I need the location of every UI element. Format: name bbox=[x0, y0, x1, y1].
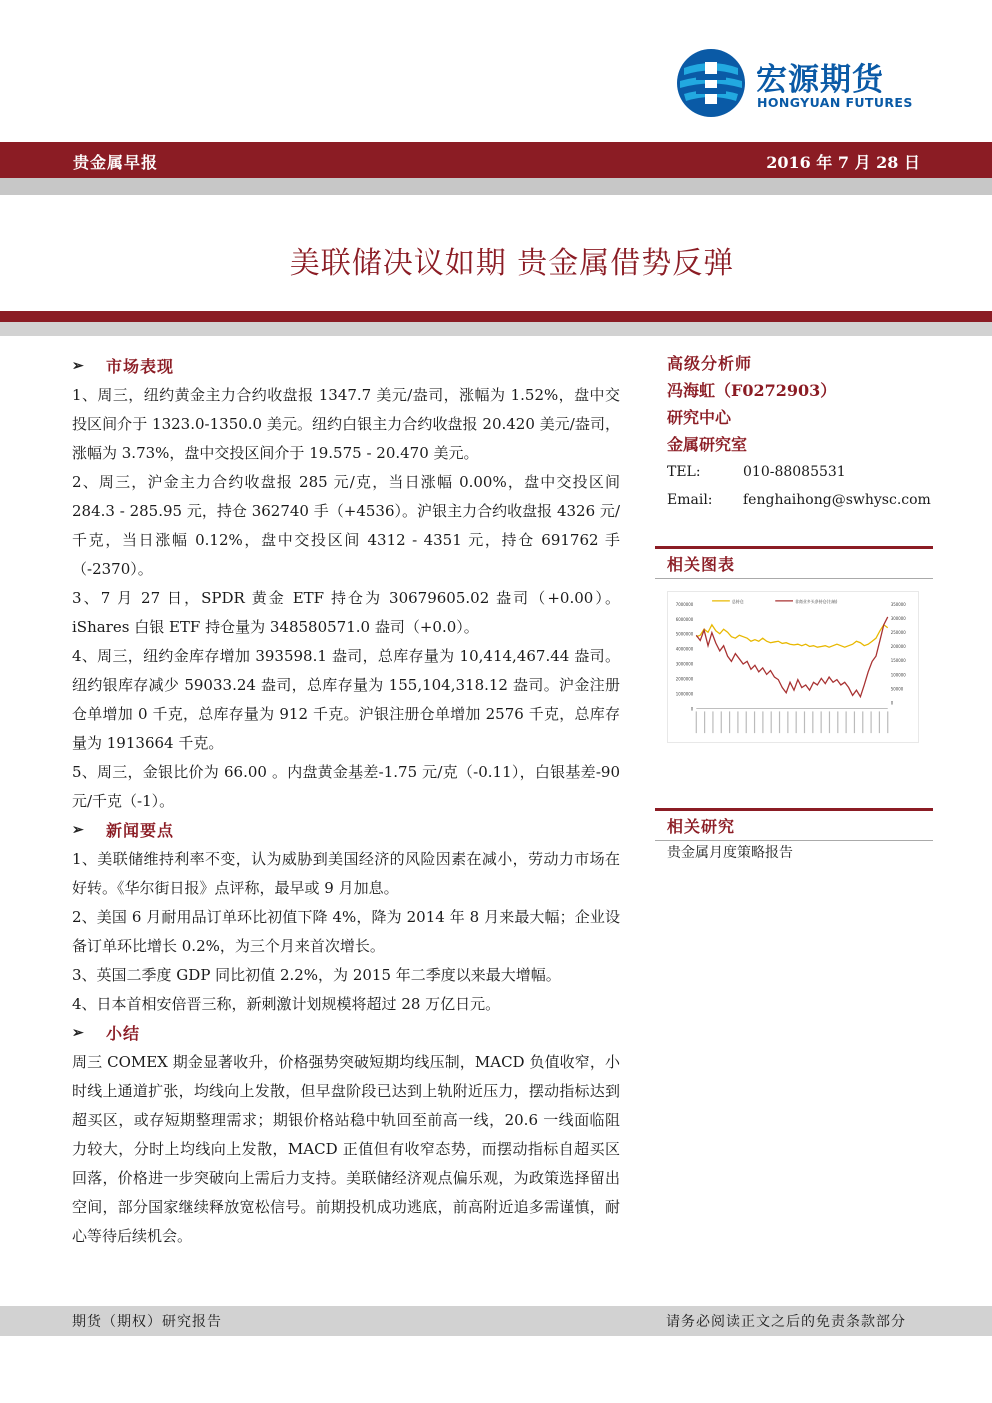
gold-position-chart bbox=[667, 591, 919, 743]
main-content bbox=[72, 352, 620, 1251]
news-paragraph: 3、英国二季度 GDP 同比初值 2.2%，为 2015 年二季度以来最大增幅。 bbox=[72, 966, 561, 984]
x-tick-mark bbox=[737, 711, 738, 733]
y-right-tick-label: 0 bbox=[890, 700, 894, 706]
y-left-tick-label: 7000000 bbox=[675, 601, 694, 607]
analyst-office: 金属研究室 bbox=[667, 435, 748, 454]
x-tick-mark bbox=[846, 711, 847, 733]
series-line bbox=[696, 625, 887, 647]
x-tick-mark bbox=[804, 711, 805, 733]
analyst-name: 冯海虹（F0272903） bbox=[667, 381, 837, 400]
x-tick-mark bbox=[779, 711, 780, 733]
news-paragraph: 1、美联储维持利率不变，认为威胁到美国经济的风险因素在减小，劳动力市场在好转。《华尔街日报》点评称，最早或 9 月加息。 bbox=[72, 850, 620, 897]
y-left-tick-label: 1000000 bbox=[675, 691, 694, 697]
news-paragraph: 2、美国 6 月耐用品订单环比初值下降 4%，降为 2014 年 8 月来最大幅；企业设备订单环比增长 0.2%，为三个月来首次增长。 bbox=[72, 908, 620, 955]
legend-label: 总持仓 bbox=[731, 598, 744, 604]
market-paragraph: 2、周三，沪金主力合约收盘报 285 元/克，当日涨幅 0.00%，盘中交投区间 284.3 - 285.95 元，持仓 362740 手（+4536）。沪银主力合约收盘报 4326 元/千克，当日涨幅 0.12%，盘中交投区间 4312 - 4351 元，持仓 691762 手（-2370）。 bbox=[72, 473, 620, 578]
market-paragraph: 1、周三，纽约黄金主力合约收盘报 1347.7 美元/盎司，涨幅为 1.52%，盘中交投区间介于 1323.0-1350.0 美元。纽约白银主力合约收盘报 20.420 美元/盎司，涨幅为 3.73%，盘中交投区间介于 19.575 - 20.470 美元。 bbox=[72, 386, 620, 462]
analyst-department: 研究中心 bbox=[667, 408, 732, 427]
report-title: 美联储决议如期 贵金属借势反弹 bbox=[289, 246, 735, 281]
footer-disclaimer-note: 请务必阅读正文之后的免责条款部分 bbox=[666, 1314, 906, 1330]
x-tick-mark bbox=[704, 711, 705, 733]
related-charts-heading: 相关图表 bbox=[655, 546, 933, 575]
y-right-tick-label: 200000 bbox=[890, 644, 906, 650]
y-right-tick-label: 250000 bbox=[890, 630, 906, 636]
y-right-tick-label: 300000 bbox=[890, 615, 906, 621]
x-tick-mark bbox=[854, 711, 855, 733]
x-tick-mark bbox=[721, 711, 722, 733]
related-research-link[interactable]: 贵金属月度策略报告 bbox=[667, 845, 793, 861]
y-right-tick-label: 100000 bbox=[890, 672, 906, 678]
logo-english-name: HONGYUAN FUTURES bbox=[757, 95, 913, 110]
report-date: 2016 年 7 月 28 日 bbox=[766, 153, 920, 172]
footer-report-type: 期货（期权）研究报告 bbox=[72, 1314, 222, 1330]
x-tick-mark bbox=[712, 711, 713, 733]
section-heading-summary: ➢ 小结 bbox=[72, 1019, 620, 1048]
y-left-tick-label: 2000000 bbox=[675, 676, 694, 682]
x-tick-mark bbox=[829, 711, 830, 733]
x-tick-mark bbox=[870, 711, 871, 733]
logo-chinese-name: 宏源期货 bbox=[756, 62, 884, 98]
report-category: 贵金属早报 bbox=[73, 153, 159, 172]
x-tick-mark bbox=[837, 711, 838, 733]
title-divider bbox=[0, 311, 992, 322]
header-bar-shadow bbox=[0, 178, 992, 195]
market-paragraph: 5、周三，金银比价为 66.00 。内盘黄金基差-1.75 元/克（-0.11），白银基差-90 元/千克（-1）。 bbox=[72, 763, 620, 810]
market-paragraph: 4、周三，纽约金库存增加 393598.1 盎司，总库存量为 10,414,467.44 盎司。纽约银库存减少 59033.24 盎司，总库存量为 155,104,318.12 盎司。沪金注册仓单增加 0 千克，总库存量为 912 千克。沪银注册仓单增加 2576 千克，总库存量为 1913664 千克。 bbox=[72, 647, 620, 752]
y-right-tick-label: 350000 bbox=[890, 601, 906, 607]
x-tick-mark bbox=[771, 711, 772, 733]
related-research-heading: 相关研究 bbox=[655, 808, 933, 837]
x-tick-mark bbox=[746, 711, 747, 733]
x-tick-mark bbox=[812, 711, 813, 733]
legend-label: 非商业多头净持仓(右轴) bbox=[794, 598, 838, 604]
company-logo bbox=[676, 48, 926, 118]
section-heading-news: ➢ 新闻要点 bbox=[72, 816, 620, 845]
arrow-bullet-icon: ➢ bbox=[72, 822, 85, 838]
series-line bbox=[696, 617, 887, 697]
y-left-tick-label: 3000000 bbox=[675, 661, 694, 667]
x-tick-mark bbox=[696, 711, 697, 733]
y-right-tick-label: 50000 bbox=[890, 686, 904, 692]
y-right-tick-label: 150000 bbox=[890, 658, 906, 664]
analyst-email[interactable]: Email: fenghaihong@swhysc.com bbox=[667, 492, 931, 508]
analyst-info bbox=[667, 350, 933, 514]
hongyuan-logo-icon bbox=[676, 48, 746, 118]
analyst-tel: TEL: 010-88085531 bbox=[667, 464, 846, 480]
arrow-bullet-icon: ➢ bbox=[72, 358, 85, 374]
x-tick-mark bbox=[879, 711, 880, 733]
y-left-tick-label: 4000000 bbox=[675, 646, 694, 652]
y-left-tick-label: 6000000 bbox=[675, 616, 694, 622]
y-left-tick-label: 0 bbox=[690, 706, 694, 712]
x-tick-mark bbox=[729, 711, 730, 733]
x-tick-mark bbox=[862, 711, 863, 733]
news-paragraph: 4、日本首相安倍晋三称，新刺激计划规模将超过 28 万亿日元。 bbox=[72, 995, 501, 1013]
section-heading-market: ➢ 市场表现 bbox=[72, 352, 620, 381]
x-tick-mark bbox=[754, 711, 755, 733]
x-tick-mark bbox=[887, 711, 888, 733]
y-left-tick-label: 5000000 bbox=[675, 631, 694, 637]
x-tick-mark bbox=[787, 711, 788, 733]
x-tick-mark bbox=[796, 711, 797, 733]
market-paragraph: 3、7 月 27 日，SPDR 黄金 ETF 持仓为 30679605.02 盎司（+0.00）。iShares 白银 ETF 持仓量为 348580571.0 盎司（+0.0）。 bbox=[72, 589, 620, 636]
analyst-title: 高级分析师 bbox=[667, 354, 753, 373]
x-tick-mark bbox=[821, 711, 822, 733]
summary-paragraph: 周三 COMEX 期金显著收升，价格强势突破短期均线压制，MACD 负值收窄，小时线上通道扩张，均线向上发散，但早盘阶段已达到上轨附近压力，摆动指标达到超买区，或存短期整理需求；期银价格站稳中轨回至前高一线，20.6 一线面临阻力较大，分时上均线向上发散，MACD 正值但有收窄态势，而摆动指标自超买区回落，价格进一步突破向上需后力支持。美联储经济观点偏乐观，为政策选择留出空间，部分国家继续释放宽松信号。前期投机成功逃底，前高附近追多需谨慎，耐心等待后续机会。 bbox=[72, 1053, 620, 1245]
title-divider-shadow bbox=[0, 322, 992, 336]
arrow-bullet-icon: ➢ bbox=[72, 1025, 85, 1041]
x-tick-mark bbox=[762, 711, 763, 733]
